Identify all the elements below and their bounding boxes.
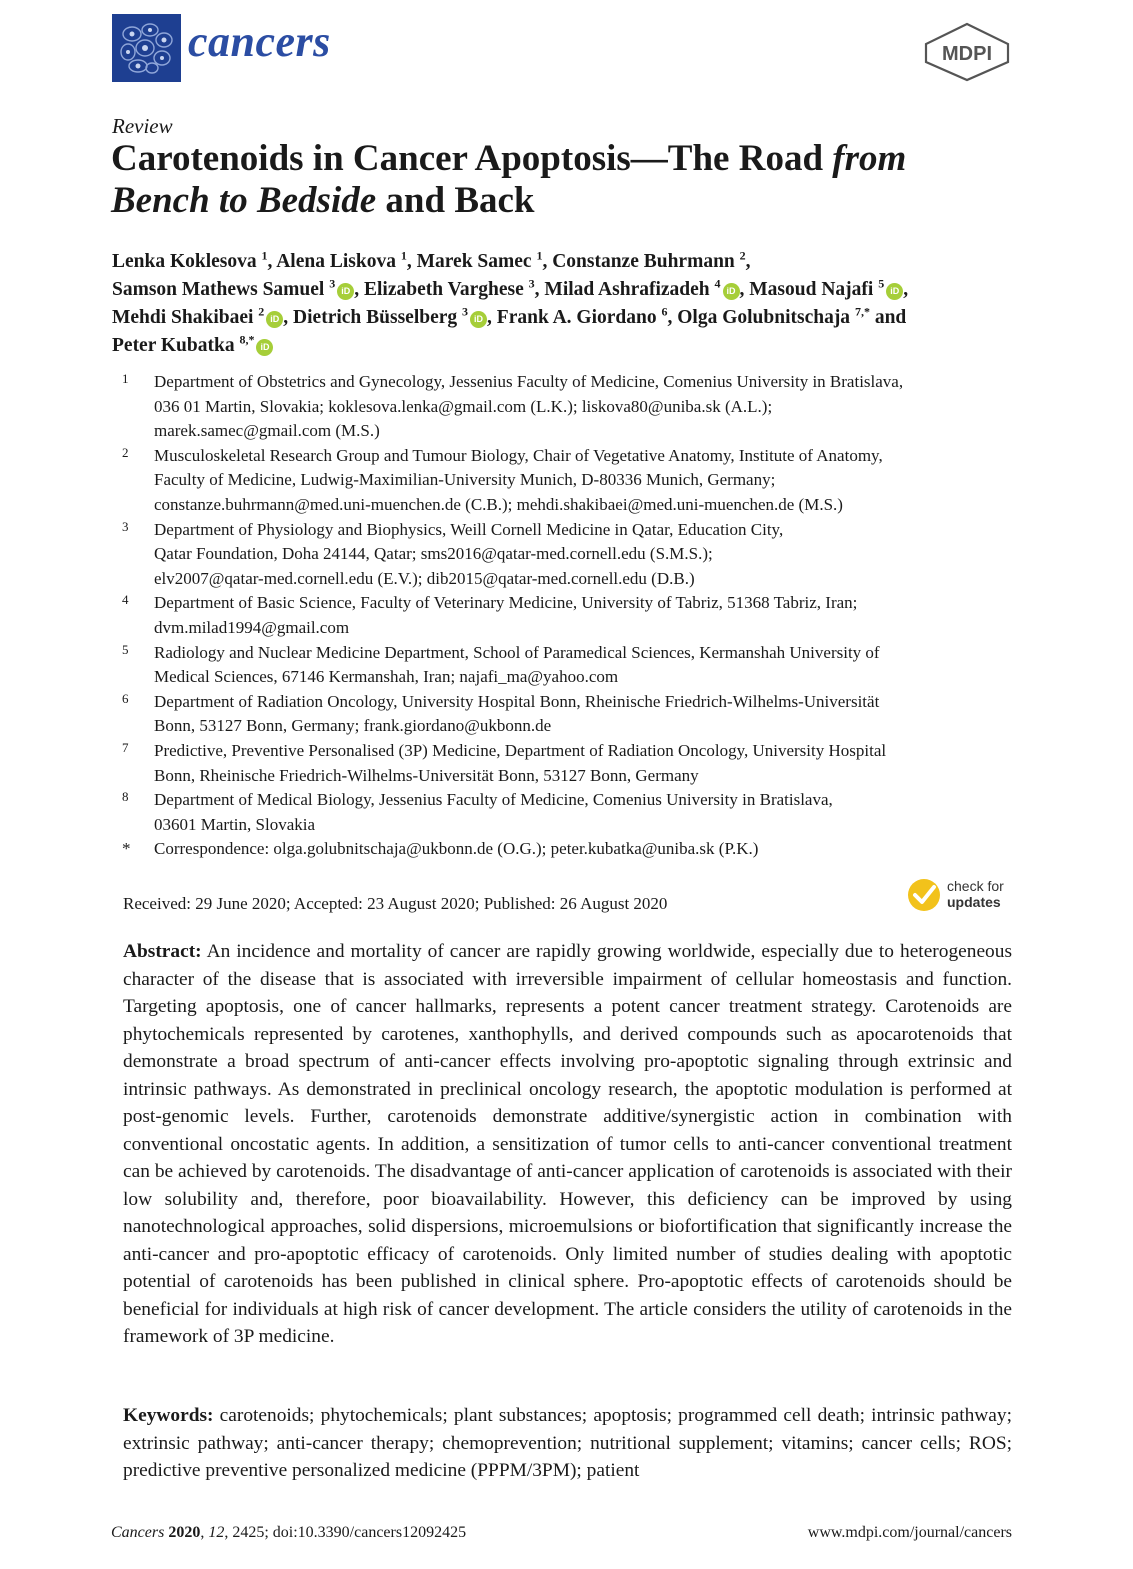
journal-name: cancers (188, 17, 331, 66)
author (552, 248, 751, 272)
orcid-icon[interactable]: iD (266, 311, 283, 328)
author-affiliation-ref: 8,* (239, 332, 255, 347)
author-separator: , (903, 279, 909, 300)
affiliation-item (122, 739, 1017, 788)
author-affiliation-ref: 4 (714, 276, 721, 291)
author (112, 304, 294, 328)
author-name: Marek Samec (416, 251, 532, 272)
author-affiliation-ref: 3 (462, 304, 469, 319)
updates-line1: check for (947, 878, 1004, 894)
footer-citation: Cancers 2020, 12, 2425; doi:10.3390/cancers12092425 (111, 1524, 467, 1541)
author-affiliation-ref: 3 (528, 276, 535, 291)
author-separator: , (739, 279, 750, 300)
affiliation-item (122, 591, 1017, 640)
author (112, 248, 277, 272)
correspondence (122, 837, 1017, 862)
author (293, 304, 497, 328)
affiliation-number: 3 (122, 518, 129, 534)
affiliation-line: constanze.buhrmann@med.uni-muenchen.de (C.B.); mehdi.shakibaei@med.uni-muenchen.de (M.S.) (154, 494, 843, 514)
author-separator: , (667, 307, 678, 328)
affiliation-line: Medical Sciences, 67146 Kermanshah, Iran; najafi_ma@yahoo.com (154, 667, 619, 687)
affiliation-number: 4 (122, 592, 129, 608)
updates-line2: updates (947, 894, 1001, 910)
affiliation-line: 03601 Martin, Slovakia (154, 814, 316, 834)
affiliation-number: 2 (122, 444, 129, 460)
affiliation-line: Bonn, Rheinische Friedrich-Wilhelms-Universität Bonn, 53127 Bonn, Germany (154, 765, 699, 785)
author-name: Peter Kubatka (112, 335, 235, 356)
author (363, 276, 545, 300)
author-separator: , (354, 279, 364, 300)
checkmark-circle-icon (908, 879, 940, 911)
affiliation-line: Department of Basic Science, Faculty of Veterinary Medicine, University of Tabriz, 51368 Tabriz, Iran; (154, 593, 858, 613)
author-name: Dietrich Büsselberg (293, 307, 458, 328)
affiliation-number: 6 (122, 690, 129, 706)
correspondence-text: Correspondence: olga.golubnitschaja@ukbonn.de (O.G.); peter.kubatka@uniba.sk (P.K.) (154, 839, 759, 859)
affiliation-line: Radiology and Nuclear Medicine Department, School of Paramedical Sciences, Kermanshah University of (154, 642, 880, 662)
affiliation-item (122, 518, 1017, 592)
correspondence-marker: * (122, 839, 131, 859)
journal-logo (112, 14, 181, 82)
abstract (123, 938, 1012, 1351)
affiliation-line: Department of Physiology and Biophysics, Weill Cornell Medicine in Qatar, Education City, (154, 519, 784, 539)
author-name: Frank A. Giordano (496, 307, 657, 328)
affiliation-line: Department of Radiation Oncology, University Hospital Bonn, Rheinische Friedrich-Wilhelms-Universität (154, 691, 880, 711)
affiliation-line: Department of Obstetrics and Gynecology, Jessenius Faculty of Medicine, Comenius University in Bratislava, (154, 372, 904, 391)
affiliation-item (122, 641, 1017, 690)
author-name: Constanze Buhrmann (552, 251, 735, 272)
article-type: Review (112, 114, 173, 138)
author-affiliation-ref: 6 (661, 304, 668, 319)
author-separator: , (487, 307, 497, 328)
publisher-name: MDPI (942, 43, 992, 65)
author-name: Lenka Koklesova (112, 251, 257, 272)
affiliation-line: Department of Medical Biology, Jessenius Faculty of Medicine, Comenius University in Bratislava, (154, 790, 833, 810)
author-separator: , (406, 251, 417, 272)
title-italic1: from (832, 138, 907, 179)
affiliation-line: Musculoskeletal Research Group and Tumour Biology, Chair of Vegetative Anatomy, Institute of Anatomy, (154, 445, 883, 465)
affiliation-item (122, 370, 1017, 444)
author-affiliation-ref: 1 (261, 248, 268, 263)
affiliation-item (122, 690, 1017, 739)
affiliation-number: 5 (122, 641, 129, 657)
affiliation-line: Qatar Foundation, Doha 24144, Qatar; sms2016@qatar-med.cornell.edu (S.M.S.); (154, 544, 713, 564)
affiliation-number: 1 (122, 371, 129, 386)
mdpi-logo (922, 22, 1012, 82)
footer-journal: Cancers (111, 1524, 165, 1541)
orcid-icon[interactable]: iD (337, 283, 354, 300)
author-affiliation-ref: 7,* (854, 304, 870, 319)
author-affiliation-ref: 5 (878, 276, 885, 291)
footer-url[interactable]: www.mdpi.com/journal/cancers (807, 1524, 1012, 1541)
affiliation-line: 036 01 Martin, Slovakia; koklesova.lenka@gmail.com (L.K.); liskova80@uniba.sk (A.L.); (154, 396, 773, 416)
author-separator: , (267, 251, 277, 272)
author-affiliation-ref: 1 (400, 248, 407, 263)
author-affiliation-ref: 1 (536, 248, 543, 263)
affiliation-line: marek.samec@gmail.com (M.S.) (154, 421, 380, 441)
author (544, 276, 750, 300)
author-separator: , (534, 279, 545, 300)
affiliation-item (122, 788, 1017, 837)
cell-cluster-icon (112, 14, 181, 82)
author (276, 248, 417, 272)
author-separator: , (542, 251, 553, 272)
author-name: Masoud Najafi (749, 279, 874, 300)
author (416, 248, 553, 272)
footer-volume: 12 (208, 1524, 225, 1541)
author-name: Mehdi Shakibaei (112, 307, 254, 328)
author-name: Samson Mathews Samuel (112, 279, 325, 300)
affiliation-number: 7 (122, 739, 129, 755)
affiliation-line: Predictive, Preventive Personalised (3P) Medicine, Department of Radiation Oncology, University Hospital (154, 740, 887, 760)
publication-dates: Received: 29 June 2020; Accepted: 23 August 2020; Published: 26 August 2020 (123, 894, 668, 913)
paper-title (111, 138, 1011, 222)
author-affiliation-ref: 2 (739, 248, 746, 263)
affiliation-line: Bonn, 53127 Bonn, Germany; frank.giordano@ukbonn.de (154, 716, 552, 736)
author (496, 304, 678, 328)
footer-doi: , 2425; doi:10.3390/cancers12092425 (224, 1524, 467, 1541)
keywords (123, 1402, 1012, 1485)
author-affiliation-ref: 2 (258, 304, 265, 319)
keywords-text: carotenoids; phytochemicals; plant substances; apoptosis; programmed cell death; intrinsic pathway; extrinsic pathway; anti-cancer therapy; chemoprevention; nutritional supplement; vitamins; cancer cells; ROS; predictive preventive personalized medicine (PPPM/3PM); patient (123, 1405, 1012, 1481)
author-name: Alena Liskova (276, 251, 396, 272)
author (677, 304, 907, 328)
affiliation-number: 8 (122, 789, 129, 805)
orcid-icon[interactable]: iD (470, 311, 487, 328)
abstract-label: Abstract: (123, 941, 202, 962)
author-name: Elizabeth Varghese (363, 279, 524, 300)
affiliation-line: dvm.milad1994@gmail.com (154, 617, 350, 637)
author-separator: and (869, 307, 907, 328)
author (112, 332, 273, 356)
updates-text[interactable] (947, 878, 1004, 910)
author-separator: , (283, 307, 294, 328)
author-affiliation-ref: 3 (329, 276, 336, 291)
footer-year: 2020 (168, 1524, 201, 1541)
title-part1: Carotenoids in Cancer Apoptosis—The Road (111, 138, 833, 179)
author (749, 276, 909, 300)
title-part2: and Back (376, 180, 535, 221)
keywords-label: Keywords: (123, 1405, 214, 1426)
author-name: Olga Golubnitschaja (677, 307, 851, 328)
abstract-text: An incidence and mortality of cancer are rapidly growing worldwide, especially due to heterogeneous character of the disease that is associated with irreversible impairment of cellular homeostasis and function. Targeting apoptosis, one of cancer hallmarks, represents a potent cancer treatment strategy. Carotenoids are phytochemicals represented by carotenes, xanthophylls, and derived compounds such as apocarotenoids that demonstrate a broad spectrum of anti-cancer effects involving pro-apoptotic signaling through extrinsic and intrinsic pathways. As demonstrated in preclinical oncology research, the apoptotic modulation is performed at post-genomic levels. Further, carotenoids demonstrate additive/synergistic action in combination with conventional oncostatic agents. In addition, a sensitization of tumor cells to anti-cancer conventional treatment can be achieved by carotenoids. The disadvantage of anti-cancer application of carotenoids is associated with their low solubility and, therefore, poor bioavailability. However, this deficiency can be improved by using nanotechnological approaches, solid dispersions, microemulsions or biofortification that significantly increase the anti-cancer and pro-apoptotic efficacy of carotenoids. Only limited number of studies dealing with apoptotic potential of carotenoids has been published in clinical sphere. Pro-apoptotic effects of carotenoids should be beneficial for individuals at high risk of cancer development. The article considers the utility of carotenoids in the framework of 3P medicine. (123, 941, 1012, 1347)
orcid-icon[interactable]: iD (886, 283, 903, 300)
affiliation-item (122, 444, 1017, 518)
author-name: Milad Ashrafizadeh (544, 279, 710, 300)
author-list (112, 248, 1017, 360)
orcid-icon[interactable]: iD (256, 339, 273, 356)
orcid-icon[interactable]: iD (723, 283, 740, 300)
affiliation-line: elv2007@qatar-med.cornell.edu (E.V.); dib2015@qatar-med.cornell.edu (D.B.) (154, 568, 695, 588)
affiliation-line: Faculty of Medicine, Ludwig-Maximilian-University Munich, D-80336 Munich, Germany; (154, 470, 776, 490)
author (112, 276, 364, 300)
affiliation-list (122, 370, 1017, 862)
author-separator: , (745, 251, 751, 272)
title-italic2: Bench to Bedside (111, 180, 377, 221)
